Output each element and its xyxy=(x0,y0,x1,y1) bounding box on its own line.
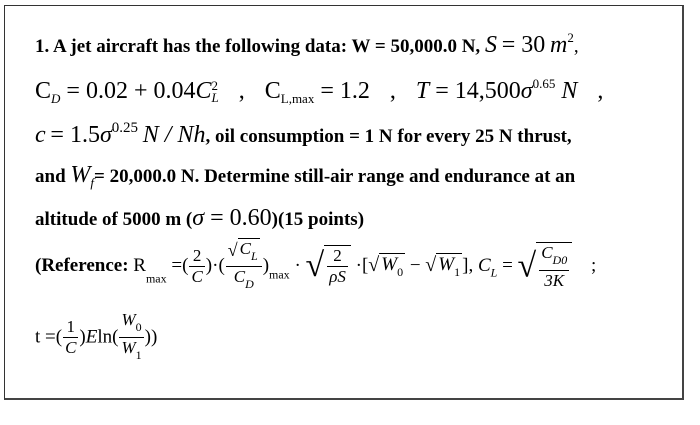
problem-line-5 xyxy=(35,205,364,232)
paren-close-1: ) xyxy=(205,255,213,276)
sqrt-2-over-rho-s: √ $\frac{2}{\rho S}$ xyxy=(306,245,351,287)
problem-line-3 xyxy=(35,120,572,149)
reference-label: (Reference: xyxy=(35,255,129,276)
s-unit: m xyxy=(549,32,568,58)
fraction-sqrt-cl-over-cd: $\frac{√ C_L}{C_D}$ xyxy=(226,238,262,294)
s-value: = 30 xyxy=(501,32,546,58)
fraction-2-over-c: $\frac{2}{C}$ xyxy=(191,245,203,286)
fraction-w0-over-w1: $\frac{W_0}{W_1}$ xyxy=(121,310,142,362)
c-value: = 1.5 xyxy=(50,122,100,148)
c-unit: N / Nh xyxy=(142,122,206,148)
t-equals: = xyxy=(45,326,56,348)
problem-line-2 xyxy=(35,76,603,107)
clmax-symbol: C xyxy=(264,78,281,104)
rmax-equals: = xyxy=(171,255,183,276)
problem-number: 1. xyxy=(35,36,50,57)
clmax-value: = 1.2 xyxy=(320,78,370,104)
and-word: and xyxy=(35,166,66,187)
sigma-symbol: σ xyxy=(192,205,205,231)
comma-1: , xyxy=(238,78,245,104)
paren-open-1: ( xyxy=(182,255,189,276)
c-text: , oil consumption = 1 N for every 25 N thrust, xyxy=(205,126,572,147)
comma-3: , xyxy=(597,78,604,104)
t-end-parens: )) xyxy=(144,326,158,348)
cd-expression: = 0.02 + 0.04 xyxy=(66,78,196,104)
cd-subscript: D xyxy=(51,91,61,106)
wf-subscript: f xyxy=(90,175,95,190)
t-paren-close: ) xyxy=(79,326,86,348)
dot-3: · xyxy=(355,255,362,276)
ln-text: ln( xyxy=(97,326,119,348)
cl-equals: = xyxy=(502,255,513,276)
t-symbol: t xyxy=(35,326,41,348)
thrust-unit: N xyxy=(561,78,578,104)
separator-comma: , xyxy=(468,255,474,276)
cd-symbol: C xyxy=(35,78,52,104)
s-comma: , xyxy=(573,36,579,57)
sqrt-w1: √ $W_1$ xyxy=(425,253,461,279)
cl-subscript: L xyxy=(490,265,498,280)
max-subscript: max xyxy=(269,267,290,282)
s-symbol: S xyxy=(484,32,497,58)
clmax-subscript: L,max xyxy=(280,91,315,106)
thrust-exponent: 0.65 xyxy=(532,76,556,91)
dot-2: · xyxy=(294,255,301,276)
comma-2: , xyxy=(389,78,396,104)
thrust-sigma: σ xyxy=(520,78,533,104)
thrust-symbol: T xyxy=(415,78,430,104)
t-paren-open: ( xyxy=(55,326,63,348)
paren-close-2: ) xyxy=(262,255,270,276)
endurance-line xyxy=(35,310,157,365)
sigma-value: = 0.60 xyxy=(204,205,272,231)
e-symbol: E xyxy=(85,326,98,348)
c-exponent: 0.25 xyxy=(111,120,139,136)
minus-sign: − xyxy=(409,255,421,276)
wf-text: = 20,000.0 N. Determine still-air range and endurance at an xyxy=(94,166,576,187)
paren-open-2: ( xyxy=(218,255,225,276)
points-text: )(15 points) xyxy=(271,209,365,230)
cd-cl-sub: L xyxy=(211,90,219,106)
problem-line-1 xyxy=(35,30,579,59)
bracket-open: [ xyxy=(361,255,369,276)
c-sigma: σ xyxy=(99,122,112,148)
sqrt-cd0-over-3k: √ $\frac{C_{D0}}{3K}$ xyxy=(518,242,573,291)
sqrt-w0: √ $W_0$ xyxy=(368,253,404,279)
rmax-subscript: max xyxy=(145,271,167,286)
wf-symbol: W xyxy=(70,162,91,188)
cd-cl-symbol: C xyxy=(195,78,212,104)
bracket-close: ] xyxy=(462,255,469,276)
problem-line-4 xyxy=(35,162,575,191)
c-symbol: c xyxy=(35,122,46,148)
cl-symbol: C xyxy=(477,255,491,276)
fraction-1-over-c: $\frac{1}{C}$ xyxy=(65,317,77,357)
rmax-symbol: R xyxy=(133,255,146,276)
s-exponent: 2 xyxy=(567,30,574,45)
altitude-text: altitude of 5000 m ( xyxy=(35,209,193,230)
semicolon: ; xyxy=(590,255,597,276)
thrust-value: = 14,500 xyxy=(435,78,521,104)
reference-line xyxy=(35,238,596,294)
dot-1: · xyxy=(212,255,219,276)
cd-cl-sup: 2 xyxy=(211,78,218,94)
problem-intro: A jet aircraft has the following data: W = 50,000.0 N, xyxy=(52,36,481,57)
